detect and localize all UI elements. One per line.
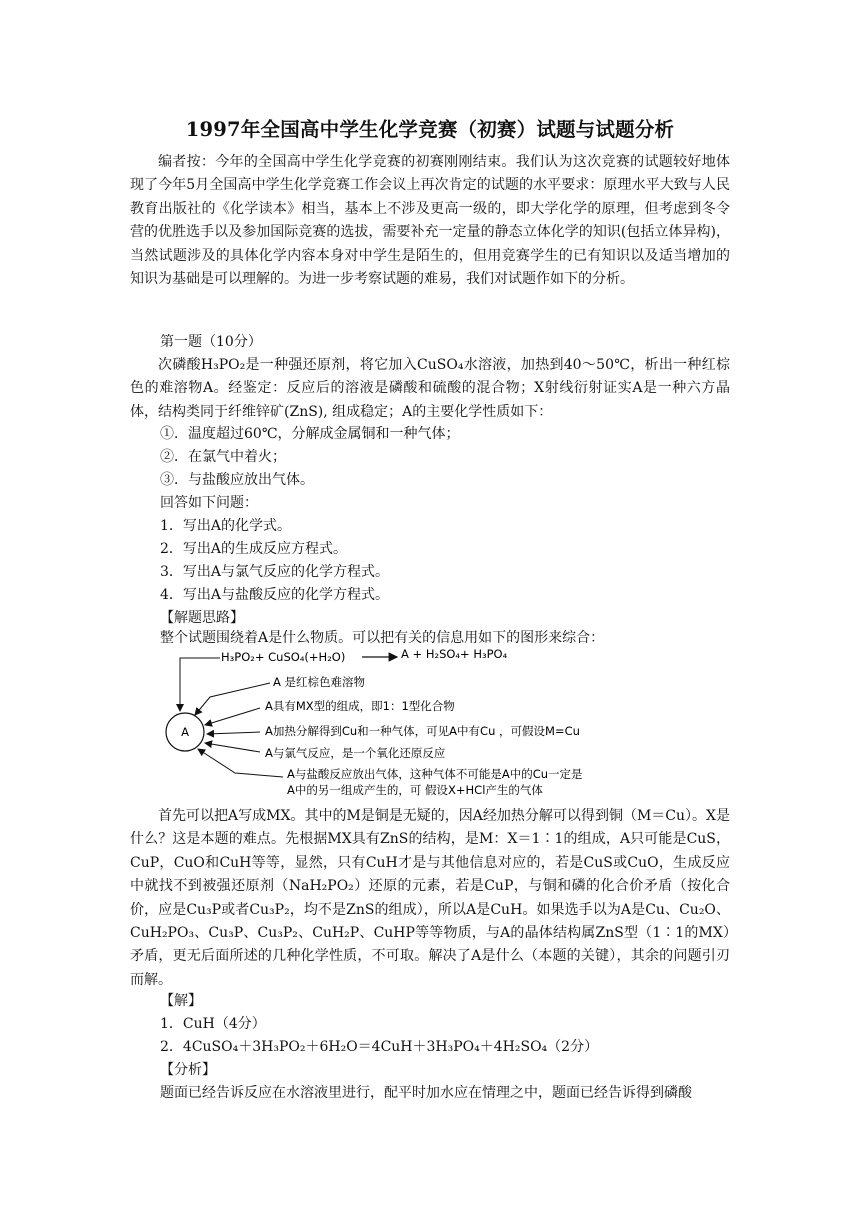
info-4: A与氯气反应，是一个氧化还原反应 xyxy=(265,746,446,760)
question-4: 4．写出A与盐酸反应的化学方程式。 xyxy=(160,587,390,603)
info-2: A具有MX型的组成，即1：1型化合物 xyxy=(265,699,455,713)
arrow-2 xyxy=(205,708,260,725)
reaction-info-diagram xyxy=(165,645,665,805)
solution-1: 1．CuH（4分） xyxy=(160,1016,266,1032)
property-1: ①．温度超过60℃，分解成金属铜和一种气体； xyxy=(160,426,460,442)
arrow-3 xyxy=(207,732,260,734)
solution-2: 2．4CuSO₄＋3H₃PO₂＋6H₂O＝4CuH＋3H₃PO₄＋4H₂SO₄（2分） xyxy=(160,1039,599,1055)
analysis-heading: 【分析】 xyxy=(160,1062,216,1078)
compound-a-label: A xyxy=(181,725,189,739)
hint-heading: 【解题思路】 xyxy=(160,610,244,626)
question-3: 3．写出A与氯气反应的化学方程式。 xyxy=(160,564,390,580)
info-5a: A与盐酸反应放出气体，这种气体不可能是A中的Cu一定是 xyxy=(287,767,583,781)
arrow-4 xyxy=(205,743,260,752)
property-2: ②．在氯气中着火； xyxy=(160,449,286,465)
hint-intro: 整个试题围绕着A是什么物质。可以把有关的信息用如下的图形来综合： xyxy=(160,630,605,646)
page-title: 1997年全国高中学生化学竞赛（初赛）试题与试题分析 xyxy=(185,118,675,141)
info-5b: A中的另一组成产生的，可 假设X+HCl产生的气体 xyxy=(287,783,543,797)
answer-intro: 回答如下问题： xyxy=(160,495,258,511)
q1-heading: 第一题（10分） xyxy=(160,334,262,350)
equation-reactants: H₃PO₂+ CuSO₄(+H₂O) xyxy=(221,650,346,664)
arrow-equation xyxy=(180,658,220,711)
info-3: A加热分解得到Cu和一种气体，可见A中有Cu ，可假设M=Cu xyxy=(265,724,580,738)
question-2: 2．写出A的生成反应方程式。 xyxy=(160,541,348,557)
property-3: ③．与盐酸应放出气体。 xyxy=(160,472,314,488)
analysis-paragraph: 首先可以把A写成MX。其中的M是铜是无疑的，因A经加热分解可以得到铜（M＝Cu）。X是什么？这是本题的难点。先根据MX具有ZnS的结构，是M：X＝1∶1的组成，A只可能是CuS，CuP，CuO和CuH等等，显然，只有CuH才是与其他信息对应的，若是CuS或CuO，生成反应中就找不到被强还原剂（NaH₂PO₂）还原的元素，若是CuP，与铜和磷的化合价矛盾（按化合价，应是Cu₃P或者Cu₃P₂，均不是ZnS的组成），所以A是CuH。如果选手以为A是Cu、Cu₂O、CuH₂PO₃、Cu₃P、Cu₃P₂、CuH₂P、CuHP等等物质，与A的晶体结构属ZnS型（1∶1的MX）矛盾，更无后面所述的几种化学性质，不可取。解决了A是什么（本题的关键），其余的问题引刃而解。 xyxy=(130,808,730,988)
arrow-1 xyxy=(195,683,270,715)
info-1: A 是红棕色难溶物 xyxy=(273,675,366,689)
editor-note: 编者按：今年的全国高中学生化学竞赛的初赛刚刚结束。我们认为这次竞赛的试题较好地体现了今年5月全国高中学生化学竞赛工作会议上再次肯定的试题的水平要求：原理水平大致与人民教育出版社的《化学读本》相当，基本上不涉及更高一级的，即大学化学的原理，但考虑到冬令营的优胜选手以及参加国际竞赛的选拔，需要补充一定量的静态立体化学的知识(包括立体异构)，当然试题涉及的具体化学内容本身对中学生是陌生的，但用竞赛学生的已有知识以及适当增加的知识为基础是可以理解的。为进一步考察试题的难易，我们对试题作如下的分析。 xyxy=(130,154,730,288)
q1-statement: 次磷酸H₃PO₂是一种强还原剂，将它加入CuSO₄水溶液，加热到40～50℃，析出一种红棕色的难溶物A。经鉴定：反应后的溶液是磷酸和硫酸的混合物；X射线衍射证实A是一种六方晶体，结构类同于纤维锌矿(ZnS), 组成稳定；A的主要化学性质如下： xyxy=(130,357,730,420)
equation-products: A + H₂SO₄+ H₃PO₄ xyxy=(401,647,508,661)
question-1: 1．写出A的化学式。 xyxy=(160,518,292,534)
analysis-last-line: 题面已经告诉反应在水溶液里进行，配平时加水应在情理之中，题面已经告诉得到磷酸 xyxy=(160,1085,692,1101)
solution-heading: 【解】 xyxy=(160,993,202,1009)
